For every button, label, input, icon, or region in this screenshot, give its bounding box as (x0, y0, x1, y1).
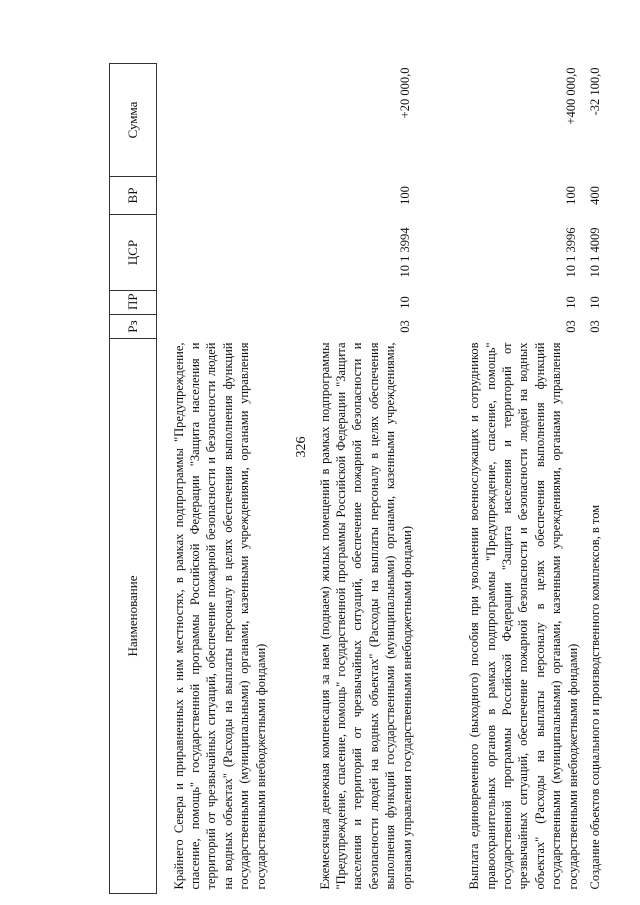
row-sum: +20 000,0 (397, 67, 412, 119)
header-vr: ВР (110, 177, 157, 215)
table-row (157, 64, 274, 894)
row-sum: +400 000,0 (563, 67, 578, 125)
row-sum: -32 100,0 (588, 67, 602, 116)
row-pr: 10 (563, 296, 578, 309)
row-pr: 10 (588, 296, 602, 309)
row-csr: 10 1 3994 (397, 227, 412, 278)
budget-table (109, 63, 615, 894)
row-vr (157, 177, 274, 215)
row-vr: 400 (588, 186, 602, 205)
row-name: Выплата единовременного (выходного) пособия при увольнении военнослужащих и сотрудников правоохранительных органов в рамках подпрограммы "Предупреждение, спасение, помощь" государственной программы Российской Федерации "Защита населения и территорий от чрезвычайных ситуаций, обеспечение пожарной безопасности и безопасности людей на водных объектах" (Расходы на выплаты персоналу в целях обеспечения выполнения функций государственными (муниципальными) органами, казенными учреждениями, органами управления государственными внебюджетными фондами) (467, 342, 580, 890)
row-name: Крайнего Севера и приравненных к ним местностях, в рамках подпрограммы "Предупреждение, спасение, помощь" государственной программы Российской Федерации "Защита населения и территорий от чрезвычайных ситуаций, обеспечение пожарной безопасности и безопасности людей на водных объектах" (Расходы на выплаты персоналу в целях обеспечения выполнения функций государственными (муниципальными) органами, казенными учреждениями, органами управления государственными внебюджетными фондами) (171, 342, 268, 890)
table-header-row (110, 64, 157, 894)
row-csr: 10 1 3996 (563, 227, 578, 278)
row-name: Создание объектов социального и производственного комплексов, в том (588, 504, 602, 890)
row-vr: 100 (397, 186, 412, 205)
row-csr (157, 215, 274, 291)
header-sum: Сумма (110, 64, 157, 177)
budget-table-frame (109, 64, 602, 894)
row-sum (157, 64, 274, 177)
row-rz (157, 315, 274, 339)
row-name: Ежемесячная денежная компенсация за наем (поднаем) жилых помещений в рамках подпрограммы "Предупреждение, спасение, помощь" государственной программы Российской Федерации "Защита населения и территорий от чрезвычайных ситуаций, обеспечение пожарной безопасности и безопасности людей на водных объектах" (Расходы на выплаты персоналу в целях обеспечения выполнения функций государственными (муниципальными) органами, казенными учреждениями, органами управления государственными внебюджетными фондами) (317, 342, 414, 890)
table-row (585, 64, 615, 894)
row-pr: 10 (397, 296, 412, 309)
row-rz: 03 (588, 320, 602, 333)
row-rz: 03 (397, 320, 412, 333)
page-number: 326 (294, 436, 309, 458)
row-vr: 100 (563, 186, 578, 205)
row-csr: 10 1 4009 (588, 227, 602, 278)
table-row (419, 64, 585, 894)
table-row (273, 64, 419, 894)
budget-table-rotated (109, 64, 602, 894)
row-rz: 03 (563, 320, 578, 333)
header-pr: ПР (110, 291, 157, 315)
row-pr (157, 291, 274, 315)
header-csr: ЦСР (110, 215, 157, 291)
header-name: Наименование (110, 339, 157, 894)
header-rz: Рз (110, 315, 157, 339)
